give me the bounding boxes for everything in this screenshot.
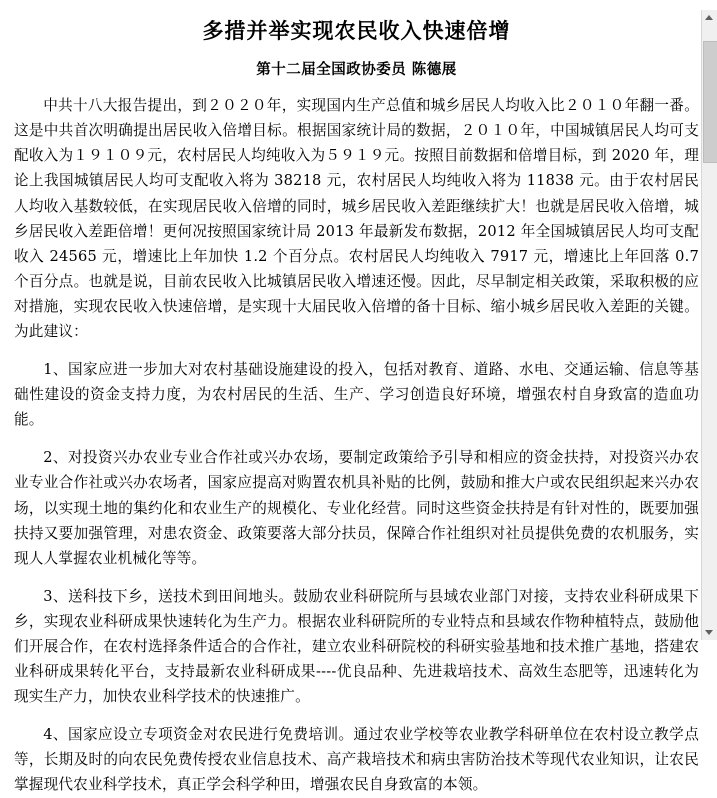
page-title: 多措并举实现农民收入快速倍增 bbox=[202, 18, 511, 43]
vertical-scrollbar[interactable] bbox=[701, 10, 717, 640]
scrollbar-track[interactable] bbox=[702, 25, 717, 625]
scroll-up-button[interactable] bbox=[702, 10, 717, 25]
paragraph-intro: 中共十八大报告提出，到２０２０年，实现国内生产总值和城乡居民人均收入比２０１０年翻一番。这是中共首次明确提出居民收入倍增目标。根据国家统计局的数据，２０１０年，中国城镇居民人均可支配收入为１９１０９元，农村居民人均纯收入为５９１９元。按照目前数据和倍增目标，到 2020 年，理论上我国城镇居民人均可支配收入将为 38218 元，农村居民人均纯收入将为 11838 元。由于农村居民人均收入基数较低，在实现居民收入倍增的同时，城乡居民收入差距继续扩大！也就是居民收入倍增，城乡居民收入差距倍增！更何况按照国家统计局 2013 年最新发布数据，2012 年全国城镇居民人均可支配收入 24565 元，增速比上年加快 1.2 个百分点。农村居民人均纯收入 7917 元，增速比上年回落 0.7 个百分点。也就是说，目前农民收入比城镇居民收入增速还慢。因此，尽早制定相关政策，采取积极的应对措施，实现农民收入快速倍增，是实现十大届民收入倍增的备十目标、缩小城乡居民收入差距的关键。为此建议： bbox=[14, 97, 699, 340]
chevron-down-icon bbox=[705, 630, 713, 635]
paragraph-item-2: 2、对投资兴办农业专业合作社或兴办农场，要制定政策给予引导和相应的资金扶持，对投资兴办农业专业合作社或兴办农场者，国家应提高对购置农机具补贴的比例，鼓励和推大户或农民组织起来兴办农场，以实现土地的集约化和农业生产的规模化、专业化经营。同时这些资金扶持是有针对性的，既要加强扶持又要加强管理，对患农资金、政策要落大部分扶员，保障合作社组织对社员提供免费的农机服务，实现人人掌握农业机械化等等。 bbox=[14, 449, 699, 567]
document-byline: 第十二届全国政协委员 陈德展 bbox=[256, 61, 457, 79]
document-body bbox=[14, 93, 699, 797]
scrollbar-thumb[interactable] bbox=[703, 41, 717, 163]
paragraph-item-1: 1、国家应进一步加大对农村基础设施建设的投入，包括对教育、道路、水电、交通运输、信息等基础性建设的资金支持力度，为农村居民的生活、生产、学习创造良好环境，增强农村自身致富的造血功能。 bbox=[14, 361, 699, 429]
chevron-up-icon bbox=[705, 15, 713, 20]
paragraph-item-4: 4、国家应设立专项资金对农民进行免费培训。通过农业学校等农业教学科研单位在农村设立教学点等，长期及时的向农民免费传授农业信息技术、高产栽培技术和病虫害防治技术等现代农业知识，让农民掌握现代农业科学技术，真正学会科学种田，增强农民自身致富的本领。 bbox=[14, 726, 699, 794]
document-page bbox=[0, 10, 717, 794]
paragraph-item-3: 3、送科技下乡，送技术到田间地头。鼓励农业科研院所与县域农业部门对接，支持农业科研成果下乡，实现农业科研成果快速转化为生产力。根据农业科研院所的专业特点和县域农作物种植特点，鼓励他们开展合作，在农村选择条件适合的合作社，建立农业科研院校的科研实验基地和技术推广基地，搭建农业科研成果转化平台，支持最新农业科研成果----优良品种、先进栽培技术、高效生态肥等，迅速转化为现实生产力，加快农业科学技术的快速推广。 bbox=[14, 587, 699, 706]
scroll-down-button[interactable] bbox=[702, 625, 717, 640]
